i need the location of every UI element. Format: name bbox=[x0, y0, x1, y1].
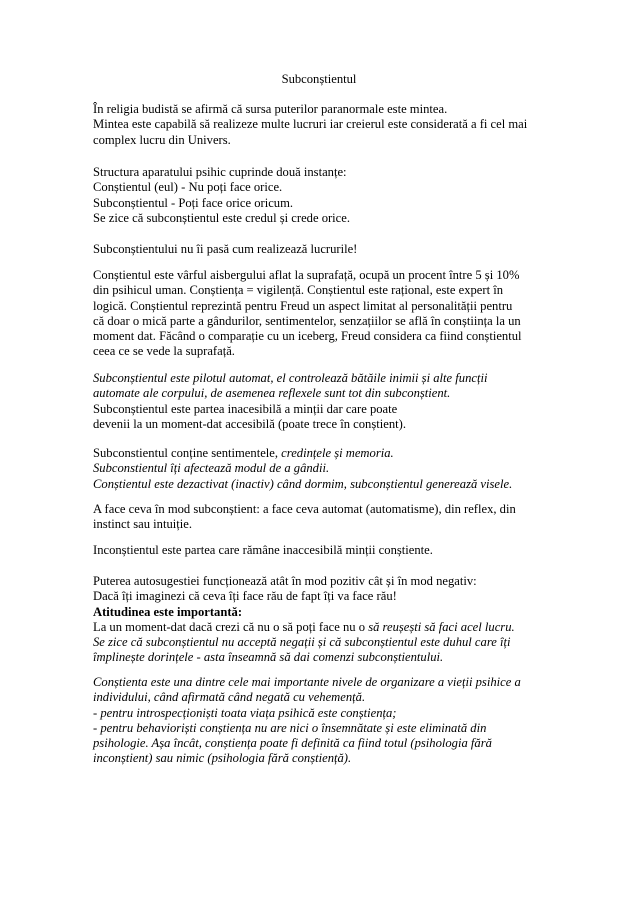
text-line-italic: automate ale corpului, de asemenea reflexele sunt tot din subconștient. bbox=[93, 386, 451, 401]
text-line: A face ceva în mod subconștient: a face ceva automat (automatisme), din reflex, din bbox=[93, 502, 516, 516]
text-line: din psihicul uman. Conștiența = vigilență. Conștientul este rațional, este expert în bbox=[93, 283, 504, 298]
text-run: La un moment-dat dacă crezi că nu o să poți face nu o bbox=[93, 619, 369, 634]
text-line: Mintea este capabilă să realizeze multe lucruri iar creierul este considerată a fi cel mai bbox=[93, 117, 528, 132]
text-line-italic: Se zice că subconștientul nu acceptă negații și că subconștientul este duhul care îți bbox=[93, 635, 511, 650]
text-line-italic: - pentru introspecționiști toata viața psihică este conștiența; bbox=[93, 705, 397, 720]
text-line: Structura aparatului psihic cuprinde două instanțe: bbox=[93, 165, 347, 179]
paragraph-unconscious bbox=[93, 543, 553, 558]
paragraph-buddhism bbox=[93, 102, 553, 148]
text-line: Conștientul este vârful aisbergului aflat la suprafață, ocupă un procent între 5 și 10% bbox=[93, 268, 520, 282]
text-line-italic: Conștienta este una dintre cele mai importante nivele de organizare a vieții psihice a bbox=[93, 675, 521, 689]
paragraph-autopilot bbox=[93, 371, 553, 432]
text-line-italic: Subconștientul este pilotul automat, el controlează bătăile inimii și alte funcții bbox=[93, 371, 488, 385]
text-line: că doar o mică parte a gândurilor, sentimentelor, senzațiilor se află în conștiința la un bbox=[93, 313, 521, 328]
text-line: Inconștientul este partea care rămâne inaccesibilă minții conștiente. bbox=[93, 543, 433, 557]
text-line bbox=[93, 620, 553, 635]
text-line-italic: - pentru behavioriști conștiența nu are nici o însemnătate și este eliminată din bbox=[93, 720, 487, 735]
text-line bbox=[93, 446, 553, 461]
text-line: logică. Conștientul reprezintă pentru Freud un aspect limitat al personalității pentru bbox=[93, 298, 513, 313]
text-line: ceea ce se vede la suprafață. bbox=[93, 344, 235, 359]
text-line: Subconștientul - Poți face orice oricum. bbox=[93, 195, 294, 210]
text-line-italic: inconștient) sau nimic (psihologia fără conștiență). bbox=[93, 751, 352, 766]
text-line: devenii la un moment-dat accesibilă (poate trece în conștient). bbox=[93, 416, 406, 431]
document-title: Subconștientul bbox=[281, 72, 357, 86]
text-line: În religia budistă se afirmă că sursa puterilor paranormale este mintea. bbox=[93, 102, 448, 116]
paragraph-consciousness-levels bbox=[93, 675, 553, 767]
paragraph-conscious-iceberg bbox=[93, 268, 553, 360]
paragraph-autosuggestion bbox=[93, 574, 553, 666]
text-line: Puterea autosugestiei funcționează atât în mod pozitiv cât și în mod negativ: bbox=[93, 574, 477, 588]
text-line-bold: Atitudinea este importantă: bbox=[93, 604, 243, 619]
paragraph-psychic-structure bbox=[93, 165, 553, 226]
text-line-italic: psihologie. Așa încât, conștiența poate fi definită ca fiind totul (psihologia fără bbox=[93, 736, 492, 751]
text-line: Dacă îți imaginezi că ceva îți face rău de fapt îți va face rău! bbox=[93, 589, 397, 604]
text-line-italic: Conștientul este dezactivat (inactiv) când dormim, subconștientul generează visele. bbox=[93, 476, 513, 491]
text-run-italic: credințele și memoria. bbox=[281, 446, 394, 460]
text-line-italic: individului, când afirmată când negată cu vehemență. bbox=[93, 690, 366, 705]
text-run-italic: să reușești să faci acel lucru. bbox=[368, 619, 515, 634]
text-line: Subconștientului nu îi pasă cum realizează lucrurile! bbox=[93, 242, 358, 256]
text-line: Conștientul (eul) - Nu poți face orice. bbox=[93, 180, 283, 195]
paragraph-subconscious-care bbox=[93, 242, 553, 257]
paragraph-subconscious-content bbox=[93, 446, 553, 492]
text-run: Subconstientul conține sentimentele, bbox=[93, 446, 282, 460]
text-line-italic: Subconstientul îți afectează modul de a gândii. bbox=[93, 461, 330, 476]
text-line: moment dat. Făcând o comparație cu un iceberg, Freud considera ca fiind conștientul bbox=[93, 329, 522, 344]
text-line: Se zice că subconștientul este credul și crede orice. bbox=[93, 210, 351, 225]
text-line-italic: împlinește dorințele - asta înseamnă să dai comenzi subconștientului. bbox=[93, 650, 444, 665]
text-line: complex lucru din Univers. bbox=[93, 132, 231, 147]
text-line: instinct sau intuiție. bbox=[93, 517, 192, 532]
text-line: Subconștientul este partea inacesibilă a minții dar care poate bbox=[93, 401, 398, 416]
paragraph-subconscious-action bbox=[93, 502, 553, 533]
